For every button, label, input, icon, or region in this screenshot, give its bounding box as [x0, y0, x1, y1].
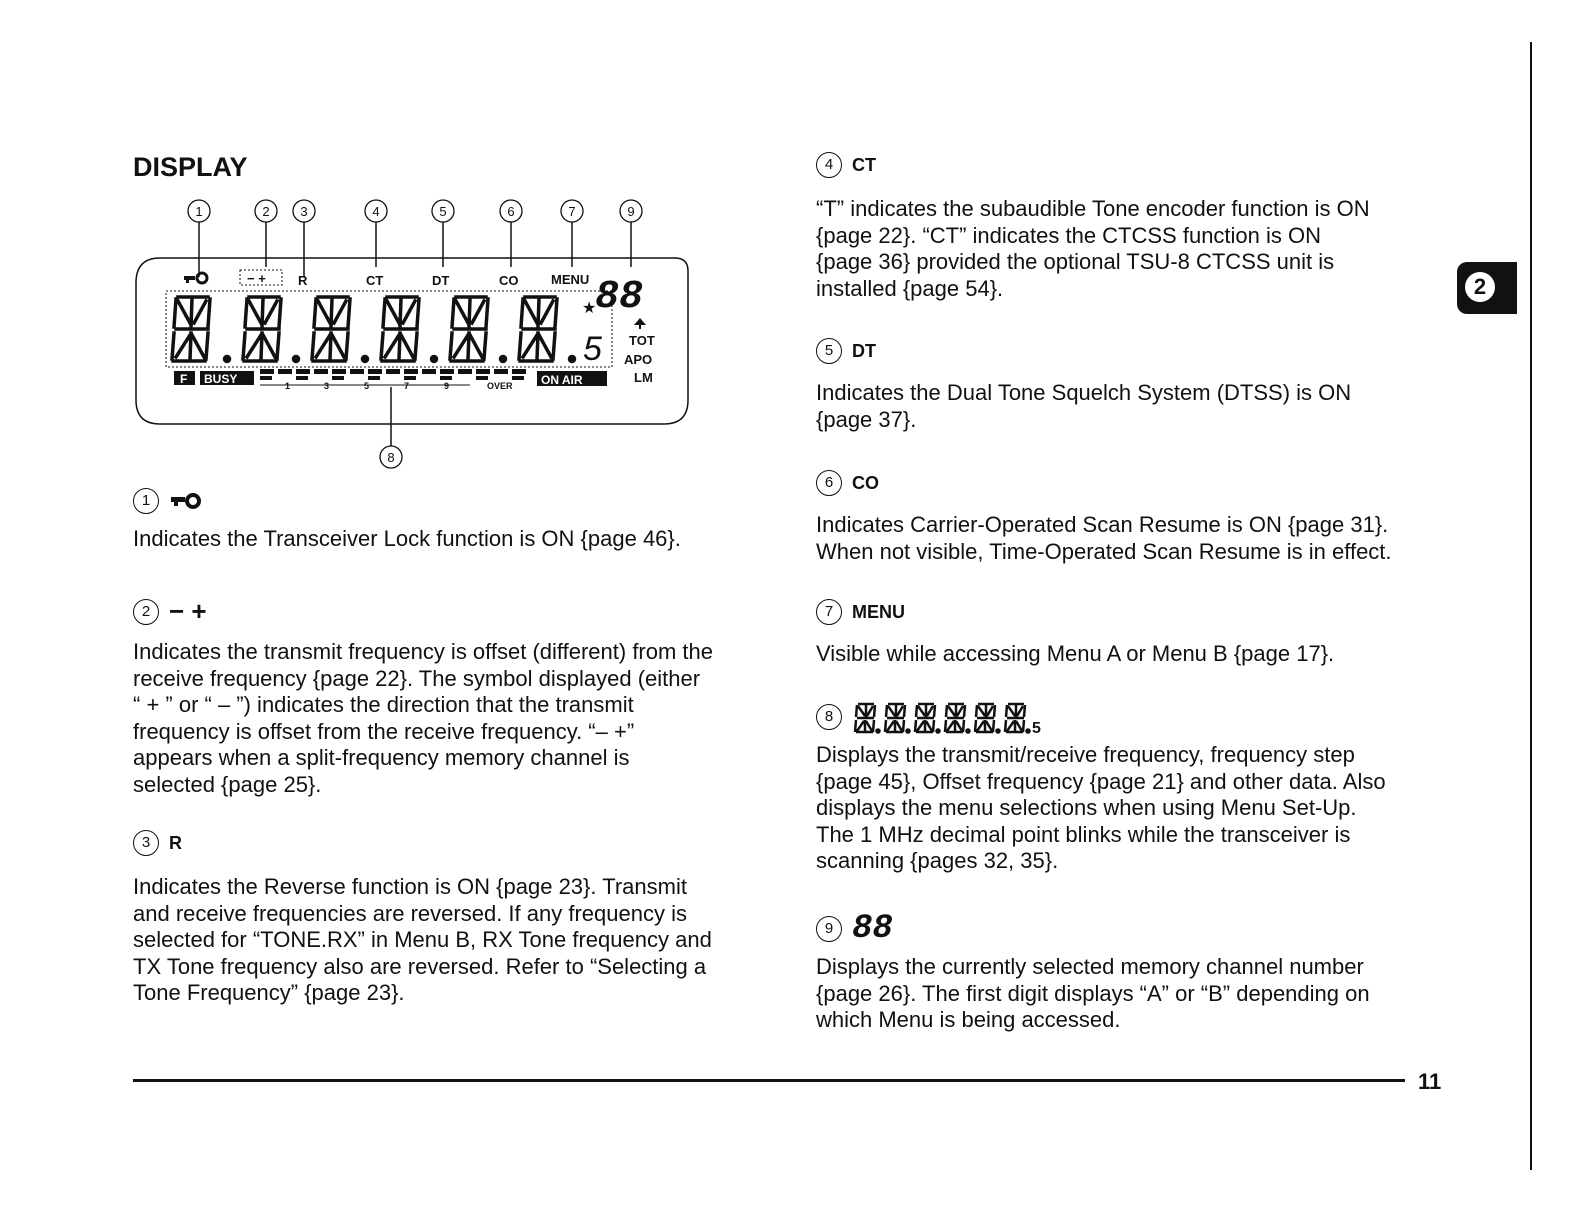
section-title: CT: [852, 154, 876, 175]
callout-9: 9: [627, 204, 635, 219]
key-lock-icon: [169, 492, 205, 510]
frequency-digits-icon: [852, 700, 1072, 734]
section-7-heading: [816, 599, 1456, 625]
section-8: [816, 700, 1456, 875]
section-9-heading: [816, 910, 1456, 948]
channel-digits: [595, 275, 643, 320]
section-1-heading: [133, 488, 773, 514]
svg-text:88: 88: [595, 275, 644, 320]
section-number: 4: [816, 152, 842, 178]
section-2-heading: [133, 596, 773, 627]
section-7-body: Visible while accessing Menu A or Menu B {page 17}.: [816, 641, 1335, 666]
callout-2: 2: [262, 204, 270, 219]
co-indicator: CO: [499, 273, 519, 288]
step-digit: 5: [1032, 720, 1041, 734]
section-4-heading: [816, 152, 1456, 178]
section-number: 9: [816, 916, 842, 942]
tot-indicator: TOT: [629, 333, 655, 348]
callout-8: 8: [387, 450, 395, 465]
section-9: [816, 910, 1456, 1034]
section-title: CO: [852, 472, 879, 493]
section-number: 7: [816, 599, 842, 625]
section-number: 3: [133, 830, 159, 856]
over-label: OVER: [487, 381, 513, 391]
section-1: [133, 488, 773, 553]
offset-indicator: − +: [247, 271, 266, 286]
section-title: MENU: [852, 601, 905, 622]
section-8-heading: [816, 700, 1456, 734]
star-indicator: ★: [582, 300, 597, 317]
section-number: 1: [133, 488, 159, 514]
meter-label-5: 5: [364, 381, 370, 391]
section-3-body: Indicates the Reverse function is ON {page 23}. Transmit and receive frequencies are reversed. If any frequency is selected for “TONE.RX” in Menu B, RX Tone frequency and TX Tone frequency also are reversed. Refer to “Selecting a Tone Frequency” {page 23}.: [133, 874, 712, 1005]
section-4: [816, 152, 1456, 302]
section-number: 5: [816, 338, 842, 364]
footer-rule: [133, 1079, 1405, 1082]
callout-6: 6: [507, 204, 515, 219]
s-meter: [260, 369, 526, 380]
section-6-heading: [816, 470, 1456, 496]
callout-1: 1: [195, 204, 203, 219]
section-9-body: Displays the currently selected memory channel number {page 26}. The first digit displays “A” or “B” depending on which Menu is being accessed.: [816, 954, 1370, 1032]
section-heading: DISPLAY: [133, 152, 248, 182]
section-4-body: “T” indicates the subaudible Tone encoder function is ON {page 22}. “CT” indicates the CTCSS function is ON {page 36} provided the optional TSU-8 CTCSS unit is installed {page 54}.: [816, 196, 1370, 301]
section-number: 8: [816, 704, 842, 730]
section-title: 88: [852, 910, 893, 948]
section-number: 2: [133, 599, 159, 625]
key-lock-icon: [184, 273, 207, 283]
callout-circles: [188, 200, 642, 468]
apo-indicator: APO: [624, 352, 653, 367]
callout-5: 5: [439, 204, 447, 219]
meter-label-3: 3: [324, 381, 330, 391]
section-6-body: Indicates Carrier-Operated Scan Resume is ON {page 31}. When not visible, Time-Operated Scan Resume is in effect.: [816, 512, 1392, 564]
section-3-heading: [133, 830, 773, 856]
meter-label-1: 1: [285, 381, 291, 391]
step-digit: 5: [583, 330, 602, 368]
section-5-body: Indicates the Dual Tone Squelch System (DTSS) is ON {page 37}.: [816, 380, 1352, 432]
section-3: [133, 830, 773, 1007]
callout-7: 7: [568, 204, 576, 219]
section-5-heading: [816, 338, 1456, 364]
section-2-body: Indicates the transmit frequency is offset (different) from the receive frequency {page 22}. The symbol displayed (either “ + ” or “ – ”) indicates the direction that the transmit frequency is offset from the receive frequency. “– +” appears when a split-frequency memory channel is selected {page 25}.: [133, 639, 714, 797]
on-air-indicator: ON AIR: [541, 373, 583, 387]
callout-3: 3: [300, 204, 308, 219]
section-8-body: Displays the transmit/receive frequency, frequency step {page 45}, Offset frequency {page 21} and other data. Also displays the menu selections when using Menu Set-Up. The 1 MHz decimal point blinks while the transceiver is scanning {pages 32, 35}.: [816, 742, 1386, 873]
section-7: [816, 599, 1456, 668]
section-5: [816, 338, 1456, 433]
chapter-number: 2: [1465, 272, 1495, 302]
meter-label-9: 9: [444, 381, 450, 391]
lcd-display-diagram: [130, 195, 700, 475]
reverse-indicator: R: [298, 273, 308, 288]
page-edge-rule: [1530, 42, 1532, 1170]
frequency-digits: [172, 297, 575, 362]
section-2: [133, 596, 773, 798]
callout-4: 4: [372, 204, 380, 219]
busy-indicator: BUSY: [204, 372, 238, 386]
lm-indicator: LM: [634, 370, 653, 385]
dt-indicator: DT: [432, 273, 450, 288]
section-1-body: Indicates the Transceiver Lock function is ON {page 46}.: [133, 526, 681, 551]
section-title: − +: [169, 596, 207, 626]
section-title: R: [169, 832, 182, 853]
section-title: DT: [852, 340, 876, 361]
f-indicator: F: [180, 372, 188, 386]
ct-indicator: CT: [366, 273, 384, 288]
section-number: 6: [816, 470, 842, 496]
menu-indicator: MENU: [551, 272, 590, 287]
section-6: [816, 470, 1456, 565]
page-number: 11: [1418, 1069, 1442, 1094]
meter-label-7: 7: [404, 381, 410, 391]
